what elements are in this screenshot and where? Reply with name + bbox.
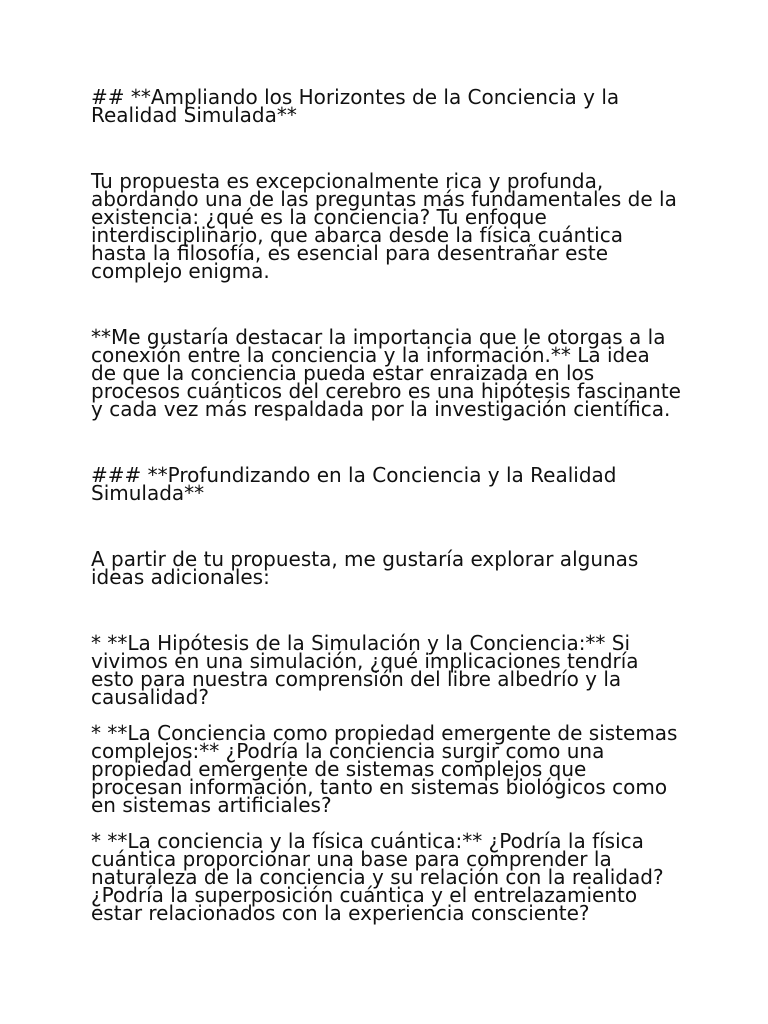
list-item-emergente: * **La Conciencia como propiedad emergente de sistemas complejos:** ¿Podría la conciencia surgir como una propiedad emergente de sistemas complejos que procesan información, tanto en sistemas biológicos como en sistemas artificiales? [91,721,678,817]
list-item-cuantica: * **La conciencia y la física cuántica:** ¿Podría la física cuántica proporcionar una base para comprender la naturaleza de la conciencia y su relación con la realidad? ¿Podría la superposición cuántica y el entrelazamiento estar relacionados con la experiencia consciente? [91,829,664,925]
document-page [91,85,681,925]
heading-ampliando: ## **Ampliando los Horizontes de la Conciencia y la Realidad Simulada** [91,85,620,127]
spacer [91,502,681,550]
spacer [91,124,681,172]
paragraph-propuesta: Tu propuesta es excepcionalmente rica y profunda, abordando una de las preguntas más fundamentales de la existencia: ¿qué es la conciencia? Tu enfoque interdisciplinario, que abarca desde la física cuántica hasta la filosofía, es esencial para desentrañar este complejo enigma. [91,169,677,283]
paragraph-destacar: **Me gustaría destacar la importancia que le otorgas a la conexión entre la conciencia y la información.** La idea de que la conciencia pueda estar enraizada en los procesos cuánticos del cerebro es una hipótesis fascinante y cada vez más respaldada por la investigación científica. [91,325,681,421]
list-item-simulacion: * **La Hipótesis de la Simulación y la Conciencia:** Si vivimos en una simulación, ¿qué implicaciones tendría esto para nuestra comprensión del libre albedrío y la causalidad? [91,631,639,709]
spacer [91,586,681,634]
paragraph-partir: A partir de tu propuesta, me gustaría explorar algunas ideas adicionales: [91,547,639,589]
spacer [91,280,681,328]
spacer [91,418,681,466]
heading-profundizando: ### **Profundizando en la Conciencia y la Realidad Simulada** [91,463,617,505]
